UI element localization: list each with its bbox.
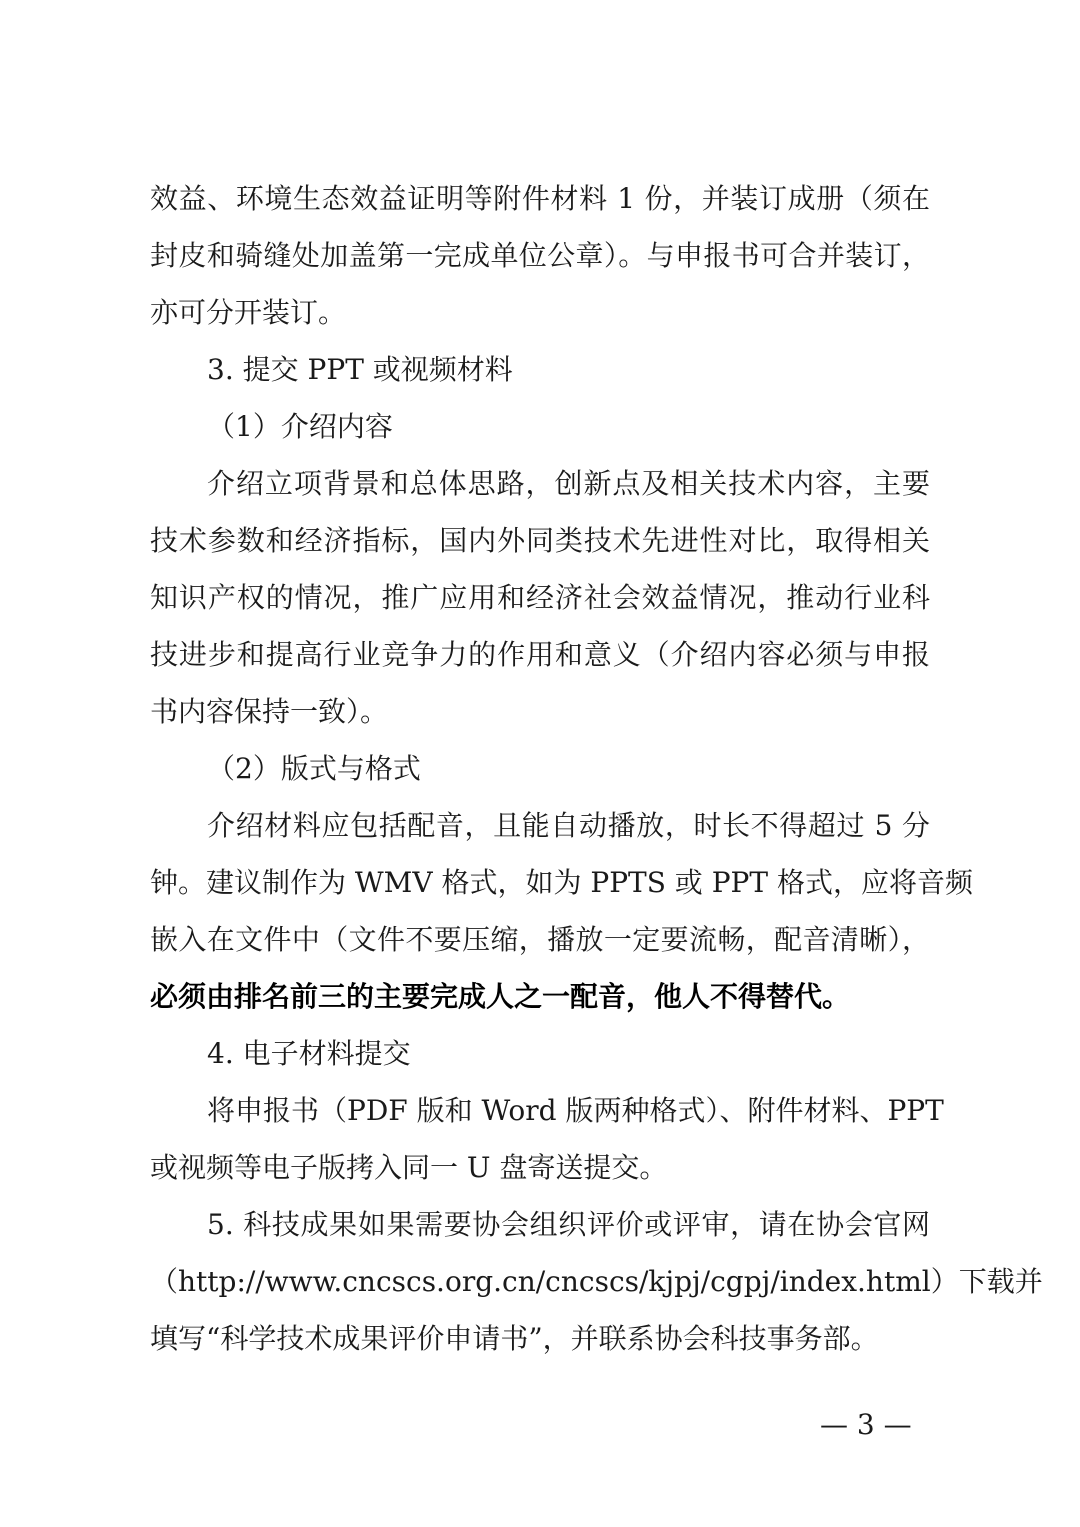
subsection-heading-2: （2）版式与格式 bbox=[207, 752, 421, 785]
paragraph-line-14: 嵌入在文件中（文件不要压缩，播放一定要流畅，配音清晰）， bbox=[150, 923, 930, 956]
paragraph-line-19: 5. 科技成果如果需要协会组织评价或评审，请在协会官网 bbox=[207, 1208, 930, 1241]
paragraph-line-1: 效益、环境生态效益证明等附件材料 1 份，并装订成册（须在 bbox=[150, 182, 930, 215]
paragraph-line-6: 介绍立项背景和总体思路，创新点及相关技术内容，主要 bbox=[207, 467, 930, 500]
paragraph-line-18: 或视频等电子版拷入同一 U 盘寄送提交。 bbox=[150, 1151, 668, 1184]
paragraph-line-12: 介绍材料应包括配音，且能自动播放，时长不得超过 5 分 bbox=[207, 809, 930, 842]
paragraph-line-15-bold: 必须由排名前三的主要完成人之一配音，他人不得替代。 bbox=[150, 980, 851, 1013]
paragraph-line-2: 封皮和骑缝处加盖第一完成单位公章）。与申报书可合并装订， bbox=[150, 239, 930, 272]
paragraph-line-17: 将申报书（PDF 版和 Word 版两种格式）、附件材料、PPT bbox=[207, 1094, 944, 1127]
subsection-heading-1: （1）介绍内容 bbox=[207, 410, 393, 443]
paragraph-line-8: 知识产权的情况，推广应用和经济社会效益情况，推动行业科 bbox=[150, 581, 930, 614]
paragraph-line-21: 填写“科学技术成果评价申请书”，并联系协会科技事务部。 bbox=[150, 1322, 879, 1355]
section-heading-3: 3. 提交 PPT 或视频材料 bbox=[207, 353, 513, 386]
section-heading-4: 4. 电子材料提交 bbox=[207, 1037, 411, 1070]
paragraph-line-3: 亦可分开装订。 bbox=[150, 296, 347, 329]
paragraph-line-20-url: （http://www.cncscs.org.cn/cncscs/kjpj/cgpj/index.html）下载并 bbox=[150, 1265, 1043, 1298]
paragraph-line-7: 技术参数和经济指标，国内外同类技术先进性对比，取得相关 bbox=[150, 524, 930, 557]
page-number: — 3 — bbox=[820, 1408, 912, 1441]
paragraph-line-13: 钟。建议制作为 WMV 格式，如为 PPTS 或 PPT 格式，应将音频 bbox=[150, 866, 973, 899]
paragraph-line-10: 书内容保持一致）。 bbox=[150, 695, 389, 728]
paragraph-line-9: 技进步和提高行业竞争力的作用和意义（介绍内容必须与申报 bbox=[150, 638, 930, 671]
